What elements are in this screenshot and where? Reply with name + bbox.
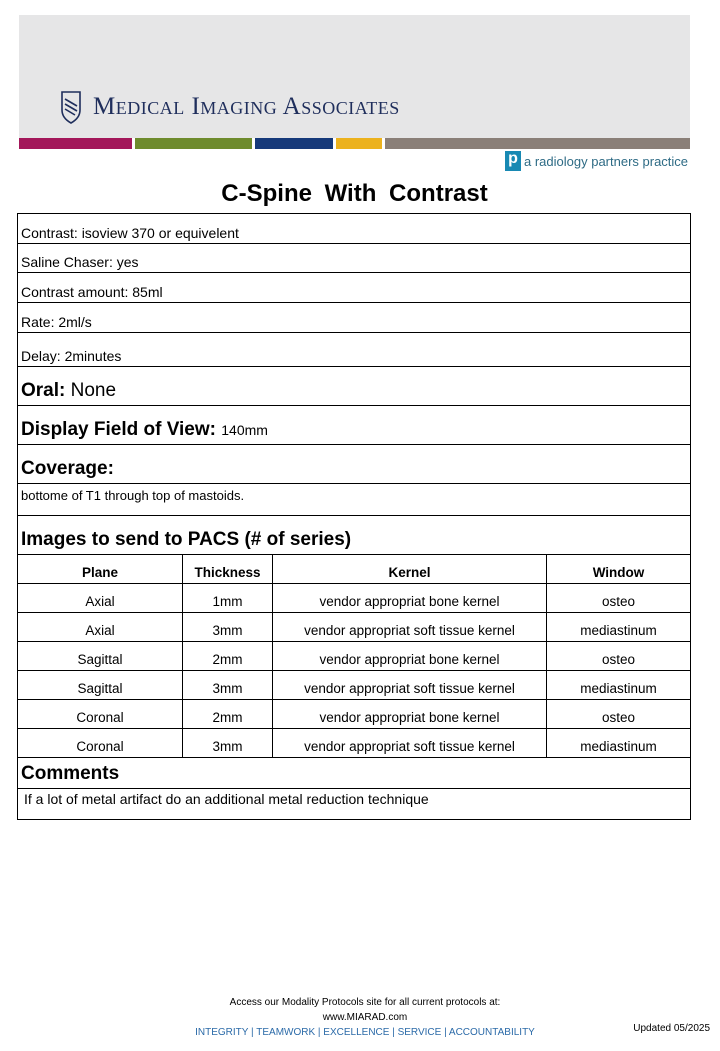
color-stripe-5 <box>385 138 690 149</box>
saline-row <box>18 244 690 273</box>
images-row <box>18 516 690 555</box>
protocol-box <box>17 213 691 820</box>
amount-row <box>18 273 690 303</box>
table-row <box>18 642 690 671</box>
plane-cell: Coronal <box>18 729 183 757</box>
kernel-cell: vendor appropriat soft tissue kernel <box>273 613 547 641</box>
kernel-cell: vendor appropriat bone kernel <box>273 700 547 728</box>
delay-row <box>18 333 690 367</box>
kernel-cell: vendor appropriat bone kernel <box>273 642 547 670</box>
plane-cell: Axial <box>18 613 183 641</box>
plane-cell: Coronal <box>18 700 183 728</box>
contrast-row <box>18 214 690 244</box>
header-plane: Plane <box>18 555 183 583</box>
comments-label: Comments <box>21 763 120 784</box>
page-footer <box>0 995 720 1040</box>
oral-row <box>18 367 690 406</box>
window-cell: osteo <box>601 710 636 725</box>
kernel-cell: vendor appropriat soft tissue kernel <box>273 729 547 757</box>
contrast-text: Contrast: isoview 370 or equivelent <box>21 225 239 241</box>
header-thickness: Thickness <box>183 555 273 583</box>
dfov-value: 140mm <box>221 422 268 438</box>
footer-access-text: Access our Modality Protocols site for all current protocols at: <box>229 997 501 1008</box>
coverage-label: Coverage: <box>21 458 114 479</box>
updated-date: Updated 05/2025 <box>633 1023 710 1034</box>
shield-icon <box>61 91 81 124</box>
table-row <box>18 671 690 700</box>
table-row <box>18 729 690 758</box>
partner-text: a radiology partners practice <box>524 153 689 169</box>
coverage-value-row <box>18 484 690 516</box>
thickness-cell: 2mm <box>183 642 273 670</box>
color-stripe-3 <box>255 138 333 149</box>
color-stripe-1 <box>19 138 132 149</box>
thickness-cell: 2mm <box>183 700 273 728</box>
amount-text: Contrast amount: 85ml <box>21 284 163 300</box>
table-row <box>18 584 690 613</box>
dfov-label: Display Field of View: <box>21 419 216 440</box>
footer-values: INTEGRITY | TEAMWORK | EXCELLENCE | SERVICE | ACCOUNTABILITY <box>195 1027 535 1038</box>
footer-website-link[interactable]: www.MIARAD.com <box>322 1012 408 1023</box>
table-row <box>18 700 690 729</box>
images-label: Images to send to PACS (# of series) <box>21 529 352 550</box>
kernel-cell: vendor appropriat bone kernel <box>273 584 547 612</box>
window-cell: mediastinum <box>580 681 657 696</box>
window-cell: osteo <box>601 652 636 667</box>
kernel-cell: vendor appropriat soft tissue kernel <box>273 671 547 699</box>
coverage-row <box>18 445 690 484</box>
saline-text: Saline Chaser: yes <box>21 254 139 270</box>
radiology-partners-icon: p <box>505 151 521 171</box>
brand-name: Medical Imaging Associates <box>93 93 400 120</box>
color-stripe-4 <box>336 138 382 149</box>
comments-value: If a lot of metal artifact do an additional metal reduction technique <box>24 791 429 807</box>
dfov-row <box>18 406 690 445</box>
window-cell: mediastinum <box>580 739 657 754</box>
header-kernel: Kernel <box>273 555 547 583</box>
rate-text: Rate: 2ml/s <box>21 314 92 330</box>
thickness-cell: 3mm <box>183 729 273 757</box>
comments-row <box>18 759 690 789</box>
coverage-value: bottome of T1 through top of mastoids. <box>21 488 245 503</box>
header-window: Window <box>592 565 645 580</box>
color-stripe-2 <box>135 138 252 149</box>
oral-label: Oral: <box>21 380 66 401</box>
thickness-cell: 1mm <box>183 584 273 612</box>
page-title: C-Spine With Contrast <box>221 180 488 207</box>
rate-row <box>18 303 690 333</box>
plane-cell: Sagittal <box>18 671 183 699</box>
oral-value: None <box>70 380 117 401</box>
comments-value-row <box>18 789 690 819</box>
window-cell: mediastinum <box>580 623 657 638</box>
table-header-row <box>18 555 690 584</box>
partner-tagline <box>505 150 688 172</box>
thickness-cell: 3mm <box>183 671 273 699</box>
brand-logo <box>61 90 400 124</box>
plane-cell: Axial <box>18 584 183 612</box>
plane-cell: Sagittal <box>18 642 183 670</box>
table-row <box>18 613 690 642</box>
thickness-cell: 3mm <box>183 613 273 641</box>
window-cell: osteo <box>601 594 636 609</box>
delay-text: Delay: 2minutes <box>21 348 122 364</box>
